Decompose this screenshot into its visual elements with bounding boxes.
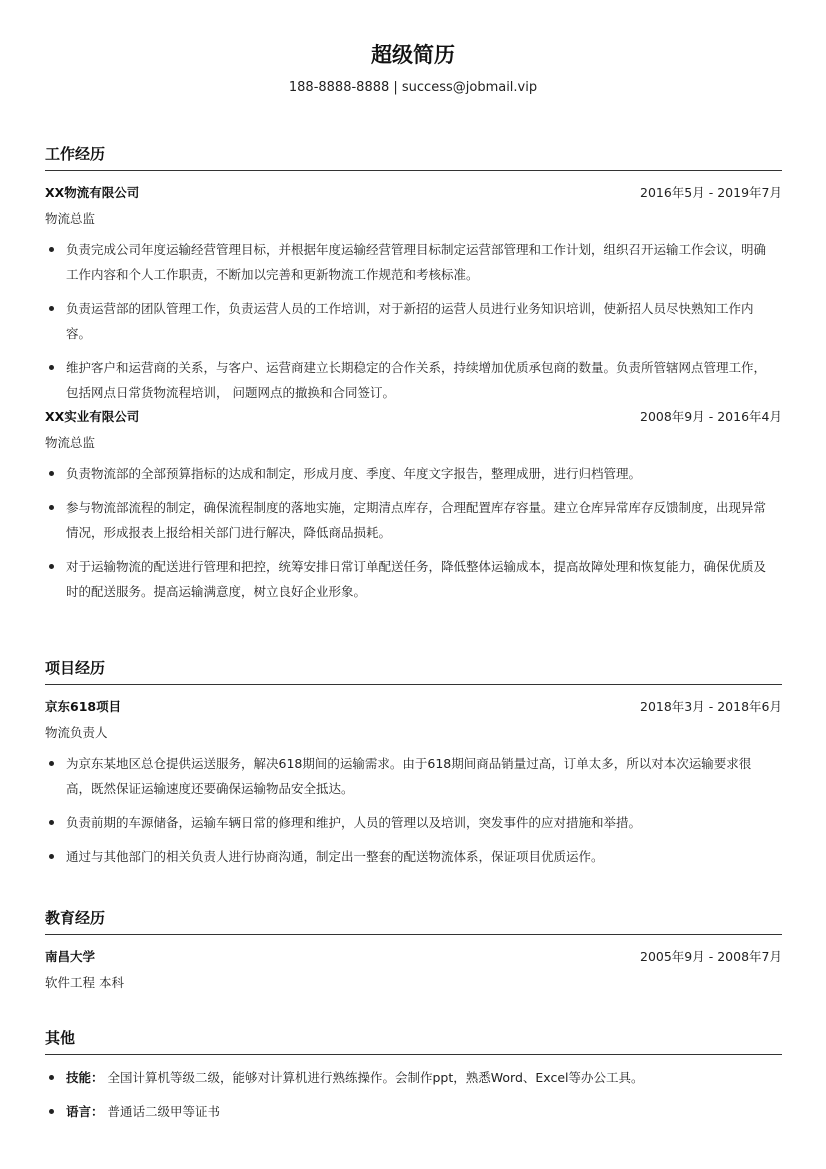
entry-organization: XX实业有限公司 [45,409,140,424]
other-list [45,1065,782,1124]
bullet-item [45,495,782,545]
bullet-text: 负责前期的车源储备，运输车辆日常的修理和维护，人员的管理以及培训，突发事件的应对措施和举措。 [66,815,642,830]
entry-role: 物流总监 [45,211,96,226]
other-item-skills [45,1065,782,1090]
education-entry [45,945,782,993]
bullet-dot-icon [49,505,54,510]
bullet-text: 为京东某地区总仓提供运送服务，解决618期间的运输需求。由于618期间商品销量过高，订单太多，所以对本次运输要求很高，既然保证运输速度还要确保运输物品安全抵达。 [66,756,752,796]
bullet-item [45,296,782,346]
entry-date-range: 2018年3月 - 2018年6月 [640,699,782,714]
bullet-item [45,844,782,869]
bullet-dot-icon [49,471,54,476]
section-divider [45,1054,782,1055]
section-title: 其他 [45,1029,76,1047]
bullet-item [45,461,782,486]
bullet-dot-icon [49,1109,54,1114]
section-other [45,1026,782,1133]
section-title: 教育经历 [45,909,106,927]
bullet-item [45,810,782,835]
entry-organization: 京东618项目 [45,699,122,714]
entry-role: 物流总监 [45,435,96,450]
bullet-dot-icon [49,247,54,252]
bullet-text: 维护客户和运营商的关系，与客户、运营商建立长期稳定的合作关系，持续增加优质承包商的数量。负责所管辖网点管理工作， 包括网点日常货物流程培训， 问题网点的撤换和合同签订。 [66,360,767,400]
bullet-text: 参与物流部流程的制定，确保流程制度的落地实施，定期清点库存，合理配置库存容量。建立仓库异常库存反馈制度，出现异常情况，形成报表上报给相关部门进行解决，降低商品损耗。 [66,500,767,540]
bullet-item [45,751,782,801]
entry-bullets [45,461,782,604]
work-entry [45,405,782,604]
bullet-item [45,355,782,405]
item-value: 全国计算机等级二级，能够对计算机进行熟练操作。会制作ppt，熟悉Word、Excel等办公工具。 [107,1070,644,1085]
section-work-experience [45,142,782,613]
bullet-text: 负责运营部的团队管理工作，负责运营人员的工作培训，对于新招的运营人员进行业务知识培训，使新招人员尽快熟知工作内容。 [66,301,754,341]
bullet-text: 负责完成公司年度运输经营管理目标，并根据年度运输经营管理目标制定运营部管理和工作计划，组织召开运输工作会议，明确工作内容和个人工作职责，不断加以完善和更新物流工作规范和考核标准。 [66,242,767,282]
resume-name: 超级简历 [371,43,455,67]
work-entry [45,181,782,405]
bullet-dot-icon [49,564,54,569]
entry-organization: 南昌大学 [45,949,96,964]
entry-header [45,695,782,719]
entry-bullets [45,237,782,405]
bullet-dot-icon [49,306,54,311]
entry-header [45,405,782,429]
entry-date-range: 2008年9月 - 2016年4月 [640,409,782,424]
section-divider [45,170,782,171]
entry-organization: XX物流有限公司 [45,185,140,200]
contact-info: 188-8888-8888 | success@jobmail.vip [288,80,538,95]
item-key: 语言： [66,1104,104,1119]
bullet-dot-icon [49,854,54,859]
bullet-dot-icon [49,1075,54,1080]
entry-degree: 软件工程 本科 [45,975,124,990]
bullet-dot-icon [49,820,54,825]
bullet-dot-icon [49,761,54,766]
section-projects [45,656,782,878]
entry-date-range: 2016年5月 - 2019年7月 [640,185,782,200]
section-education [45,906,782,993]
project-entry [45,695,782,869]
entry-header [45,181,782,205]
bullet-item [45,237,782,287]
bullet-dot-icon [49,365,54,370]
entry-bullets [45,751,782,869]
other-item-language [45,1099,782,1124]
section-title: 工作经历 [45,145,106,163]
entry-date-range: 2005年9月 - 2008年7月 [640,949,782,964]
bullet-text: 负责物流部的全部预算指标的达成和制定，形成月度、季度、年度文字报告，整理成册，进行归档管理。 [66,466,642,481]
bullet-text: 通过与其他部门的相关负责人进行协商沟通，制定出一整套的配送物流体系，保证项目优质运作。 [66,849,604,864]
entry-header [45,945,782,969]
section-title: 项目经历 [45,659,106,677]
section-divider [45,934,782,935]
item-key: 技能： [66,1070,104,1085]
section-divider [45,684,782,685]
bullet-text: 对于运输物流的配送进行管理和把控，统筹安排日常订单配送任务，降低整体运输成本，提高故障处理和恢复能力，确保优质及时的配送服务。提高运输满意度，树立良好企业形象。 [66,559,767,599]
bullet-item [45,554,782,604]
entry-role: 物流负责人 [45,725,108,740]
item-value: 普通话二级甲等证书 [107,1104,221,1119]
